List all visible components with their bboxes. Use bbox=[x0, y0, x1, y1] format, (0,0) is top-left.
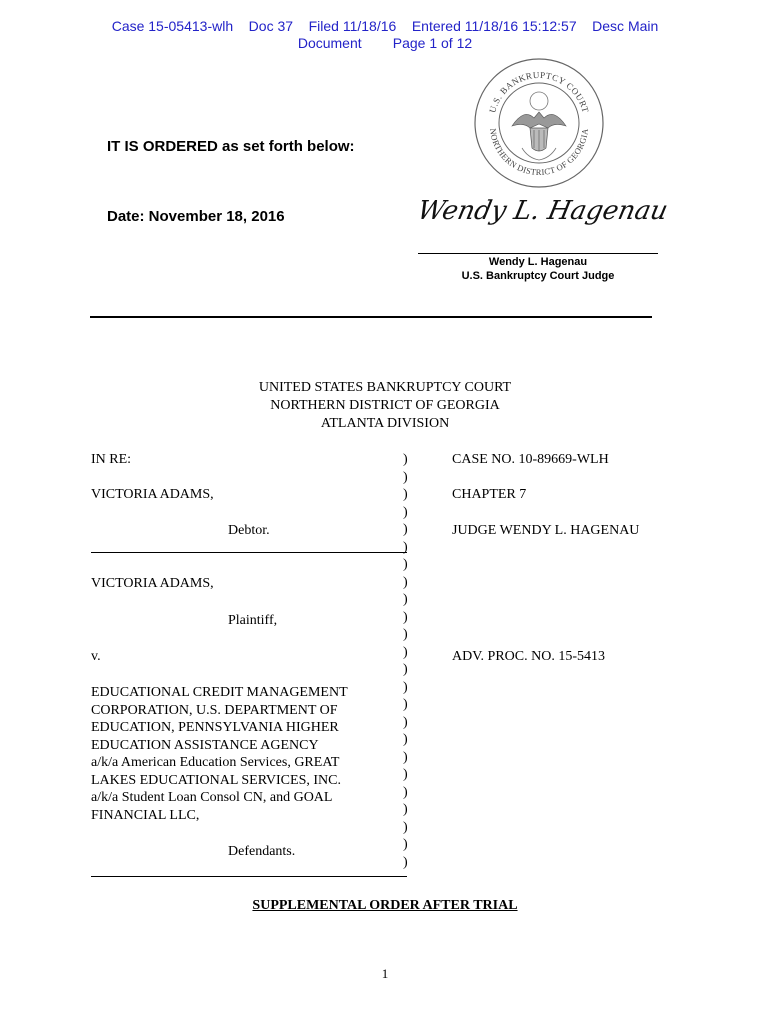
caption-rule-1 bbox=[91, 552, 407, 553]
signature-line bbox=[418, 253, 658, 254]
versus-label: v. bbox=[91, 649, 101, 664]
defendants-line: CORPORATION, U.S. DEPARTMENT OF bbox=[91, 702, 338, 718]
caption-paren-column bbox=[403, 451, 408, 871]
paren: ) bbox=[403, 679, 408, 695]
ordered-text: IT IS ORDERED as set forth below: bbox=[107, 138, 355, 155]
paren: ) bbox=[403, 697, 408, 712]
paren: ) bbox=[403, 767, 408, 782]
ecf-header-line2: Document Page 1 of 12 bbox=[297, 35, 473, 51]
paren: ) bbox=[403, 714, 408, 730]
court-seal-icon bbox=[472, 56, 606, 190]
paren: ) bbox=[403, 732, 408, 747]
defendants-line: EDUCATIONAL CREDIT MANAGEMENT bbox=[91, 685, 348, 700]
defendants-line: EDUCATION ASSISTANCE AGENCY bbox=[91, 737, 319, 753]
judge-title: U.S. Bankruptcy Court Judge bbox=[461, 270, 615, 282]
court-district: NORTHERN DISTRICT OF GEORGIA bbox=[270, 398, 500, 413]
paren: ) bbox=[403, 644, 408, 660]
defendants-line: a/k/a Student Loan Consol CN, and GOAL bbox=[91, 790, 333, 805]
paren: ) bbox=[403, 854, 408, 870]
assigned-judge: JUDGE WENDY L. HAGENAU bbox=[452, 523, 640, 538]
court-name: UNITED STATES BANKRUPTCY COURT bbox=[258, 380, 512, 395]
paren: ) bbox=[403, 557, 408, 572]
judge-signature: Wendy L. Hagenau bbox=[414, 196, 671, 226]
defendants-line: EDUCATION, PENNSYLVANIA HIGHER bbox=[91, 720, 339, 735]
judge-name: Wendy L. Hagenau bbox=[488, 256, 588, 268]
ecf-header-line1: Case 15-05413-wlh Doc 37 Filed 11/18/16 Entered 11/18/16 15:12:57 Desc Main bbox=[111, 18, 659, 34]
order-date: Date: November 18, 2016 bbox=[107, 208, 285, 225]
paren: ) bbox=[403, 539, 408, 555]
paren: ) bbox=[403, 837, 408, 852]
order-divider bbox=[90, 316, 652, 318]
debtor-label: Debtor. bbox=[228, 523, 270, 538]
paren: ) bbox=[403, 452, 408, 467]
caption-rule-2 bbox=[91, 876, 407, 877]
adv-proc-number: ADV. PROC. NO. 15-5413 bbox=[452, 649, 605, 664]
paren: ) bbox=[403, 749, 408, 765]
paren: ) bbox=[403, 469, 408, 485]
defendants-line: FINANCIAL LLC, bbox=[91, 807, 200, 823]
document-title: SUPPLEMENTAL ORDER AFTER TRIAL bbox=[252, 898, 518, 913]
in-re-label: IN RE: bbox=[91, 452, 132, 467]
paren: ) bbox=[403, 504, 408, 520]
chapter: CHAPTER 7 bbox=[452, 487, 527, 502]
seal-top-text: U.S. BANKRUPTCY COURT bbox=[487, 69, 591, 114]
page-number: 1 bbox=[381, 966, 389, 981]
court-division: ATLANTA DIVISION bbox=[320, 416, 450, 431]
debtor-name: VICTORIA ADAMS, bbox=[91, 487, 214, 502]
paren: ) bbox=[403, 574, 408, 590]
plaintiff-label: Plaintiff, bbox=[228, 613, 278, 628]
seal-bottom-text: NORTHERN DISTRICT OF GEORGIA bbox=[487, 127, 591, 178]
case-number: CASE NO. 10-89669-WLH bbox=[452, 452, 609, 467]
paren: ) bbox=[403, 522, 408, 537]
defendants-line: LAKES EDUCATIONAL SERVICES, INC. bbox=[91, 772, 341, 788]
defendants-line: a/k/a American Education Services, GREAT bbox=[91, 755, 340, 770]
plaintiff-name: VICTORIA ADAMS, bbox=[91, 576, 214, 591]
paren: ) bbox=[403, 627, 408, 642]
paren: ) bbox=[403, 662, 408, 677]
defendants-label: Defendants. bbox=[228, 844, 296, 859]
paren: ) bbox=[403, 487, 408, 502]
defendants-block bbox=[91, 684, 348, 824]
paren: ) bbox=[403, 819, 408, 835]
paren: ) bbox=[403, 592, 408, 607]
paren: ) bbox=[403, 609, 408, 625]
paren: ) bbox=[403, 784, 408, 800]
paren: ) bbox=[403, 802, 408, 817]
